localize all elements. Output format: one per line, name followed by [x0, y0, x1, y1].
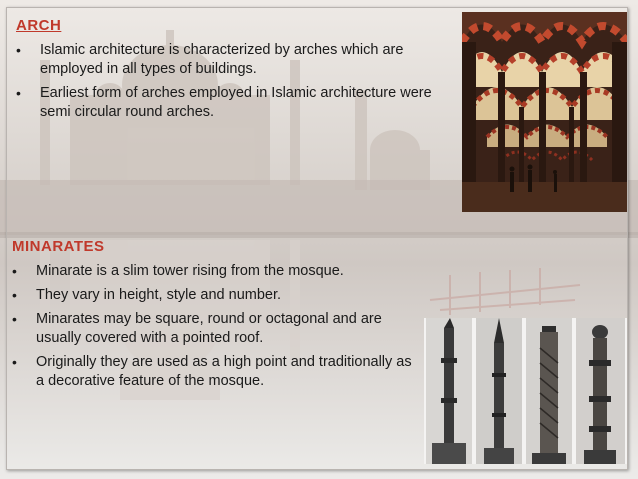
minarets-heading: MINARATES	[12, 238, 105, 255]
minarets-bullet-4: • Originally they are used as a high point and traditionally as a decorative feature of the mosque.	[12, 353, 422, 391]
arch-bullet-list	[16, 41, 436, 127]
minarets-photo	[424, 318, 627, 464]
minarets-bullet-2: • They vary in height, style and number.	[12, 286, 422, 305]
arch-heading: ARCH	[16, 17, 62, 34]
minarets-bullet-1: • Minarate is a slim tower rising from the mosque.	[12, 262, 422, 281]
minarets-bullet-list	[12, 262, 422, 396]
arch-bullet-2: • Earliest form of arches employed in Islamic architecture were semi circular round arches.	[16, 84, 436, 122]
mosque-arches-photo	[462, 12, 627, 212]
arch-bullet-1: • Islamic architecture is characterized by arches which are employed in all types of buildings.	[16, 41, 436, 79]
minarets-bullet-3: • Minarates may be square, round or octagonal and are usually covered with a pointed roof.	[12, 310, 422, 348]
